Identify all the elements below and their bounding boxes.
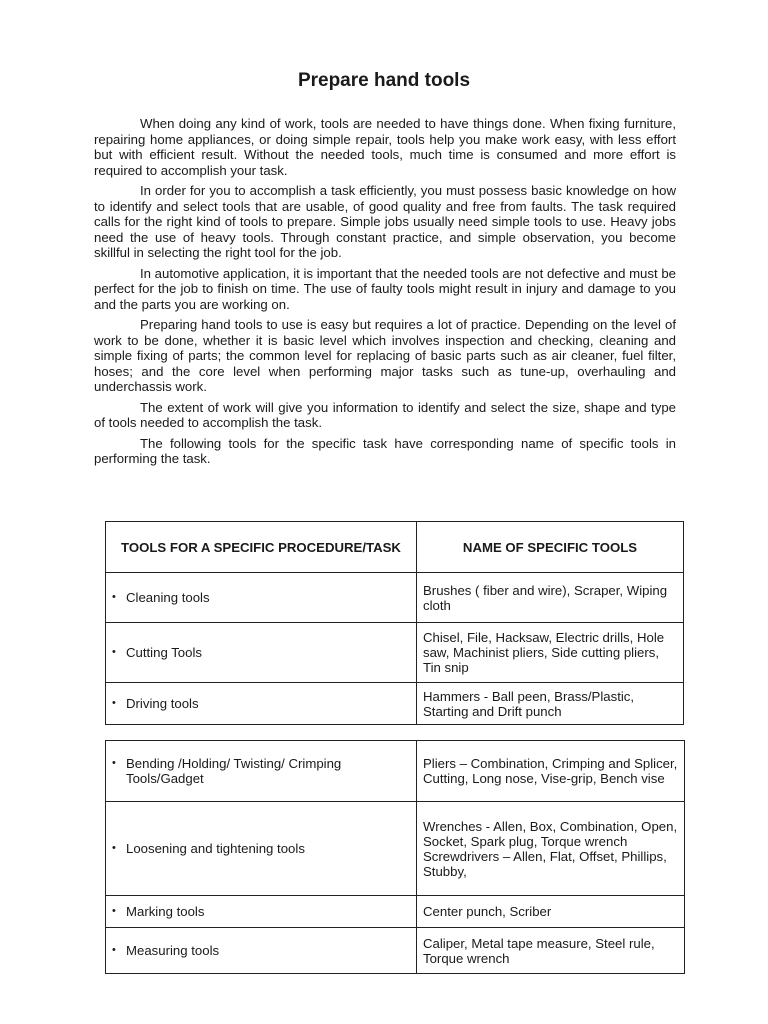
bullet-icon: • bbox=[112, 697, 116, 709]
tools-cell: Caliper, Metal tape measure, Steel rule, Torque wrench bbox=[417, 928, 685, 974]
tools-table-part1 bbox=[105, 521, 684, 725]
paragraph: In order for you to accomplish a task efficiently, you must possess basic knowledge on how to identify and select tools that are usable, of good quality and free from faults. The task required calls for the right kind of tools to prepare. Simple jobs usually need simple tools to use. Heavy jobs need the use of heavy tools. Through constant practice, and simple observation, you become skillful in selecting the right tool for the job. bbox=[94, 183, 676, 260]
tools-cell: Center punch, Scriber bbox=[417, 896, 685, 928]
task-label: Cutting Tools bbox=[126, 645, 202, 660]
bullet-icon: • bbox=[112, 646, 116, 658]
paragraph: The extent of work will give you information to identify and select the size, shape and type of tools needed to accomplish the task. bbox=[94, 399, 676, 430]
wrenches-text: Wrenches - Allen, Box, Combination, Open, Socket, Spark plug, Torque wrench bbox=[423, 818, 678, 849]
task-cell bbox=[106, 802, 417, 896]
task-cell bbox=[106, 623, 417, 683]
task-label: Bending /Holding/ Twisting/ Crimping Tools/Gadget bbox=[126, 756, 342, 786]
table-row bbox=[106, 741, 685, 802]
table-row bbox=[106, 623, 684, 683]
table-row bbox=[106, 928, 685, 974]
table-row bbox=[106, 802, 685, 896]
task-label: Cleaning tools bbox=[126, 590, 210, 605]
table-row bbox=[106, 896, 685, 928]
task-cell bbox=[106, 683, 417, 725]
bullet-icon: • bbox=[112, 944, 116, 956]
table-row bbox=[106, 573, 684, 623]
tools-cell: Hammers - Ball peen, Brass/Plastic, Starting and Drift punch bbox=[417, 683, 684, 725]
task-label: Marking tools bbox=[126, 904, 205, 919]
task-label: Measuring tools bbox=[126, 943, 220, 958]
tools-cell bbox=[417, 802, 685, 896]
tools-cell: Chisel, File, Hacksaw, Electric drills, Hole saw, Machinist pliers, Side cutting pliers, Tin snip bbox=[417, 623, 684, 683]
tools-cell: Brushes ( fiber and wire), Scraper, Wiping cloth bbox=[417, 573, 684, 623]
task-label: Driving tools bbox=[126, 696, 199, 711]
tools-cell: Pliers – Combination, Crimping and Splicer, Cutting, Long nose, Vise-grip, Bench vise bbox=[417, 741, 685, 802]
bullet-icon: • bbox=[112, 591, 116, 603]
paragraph: When doing any kind of work, tools are needed to have things done. When fixing furniture, repairing home appliances, or doing simple repair, tools help you make work easy, with less effort but with efficient result. Without the needed tools, much time is consumed and more effort is required to accomplish your task. bbox=[94, 116, 676, 178]
paragraph: In automotive application, it is important that the needed tools are not defective and must be perfect for the job to finish on time. The use of faulty tools might result in injury and damage to you and the parts you are working on. bbox=[94, 265, 676, 312]
page-title: Prepare hand tools bbox=[297, 70, 471, 91]
task-cell bbox=[106, 928, 417, 974]
paragraph: The following tools for the specific task have corresponding name of specific tools in performing the task. bbox=[94, 435, 676, 466]
task-cell bbox=[106, 573, 417, 623]
bullet-icon: • bbox=[112, 905, 116, 917]
bullet-icon: • bbox=[112, 842, 116, 854]
table-header-row bbox=[106, 522, 684, 573]
table-row bbox=[106, 683, 684, 725]
tools-table-part2 bbox=[105, 740, 685, 974]
column-header-task: TOOLS FOR A SPECIFIC PROCEDURE/TASK bbox=[106, 522, 417, 573]
task-cell bbox=[106, 741, 417, 802]
task-cell bbox=[106, 896, 417, 928]
body-text bbox=[94, 116, 676, 472]
screwdrivers-text: Screwdrivers – Allen, Flat, Offset, Phillips, Stubby, bbox=[423, 848, 667, 879]
task-label: Loosening and tightening tools bbox=[126, 841, 305, 856]
bullet-icon: • bbox=[112, 757, 116, 769]
column-header-tools: NAME OF SPECIFIC TOOLS bbox=[417, 522, 684, 573]
paragraph: Preparing hand tools to use is easy but requires a lot of practice. Depending on the level of work to be done, whether it is basic level which involves inspection and checking, cleaning and simple fixing of parts; the common level for replacing of basic parts such as air cleaner, fuel filter, hoses; and the core level when performing major tasks such as tune-up, overhauling and underchassis work. bbox=[94, 317, 676, 394]
